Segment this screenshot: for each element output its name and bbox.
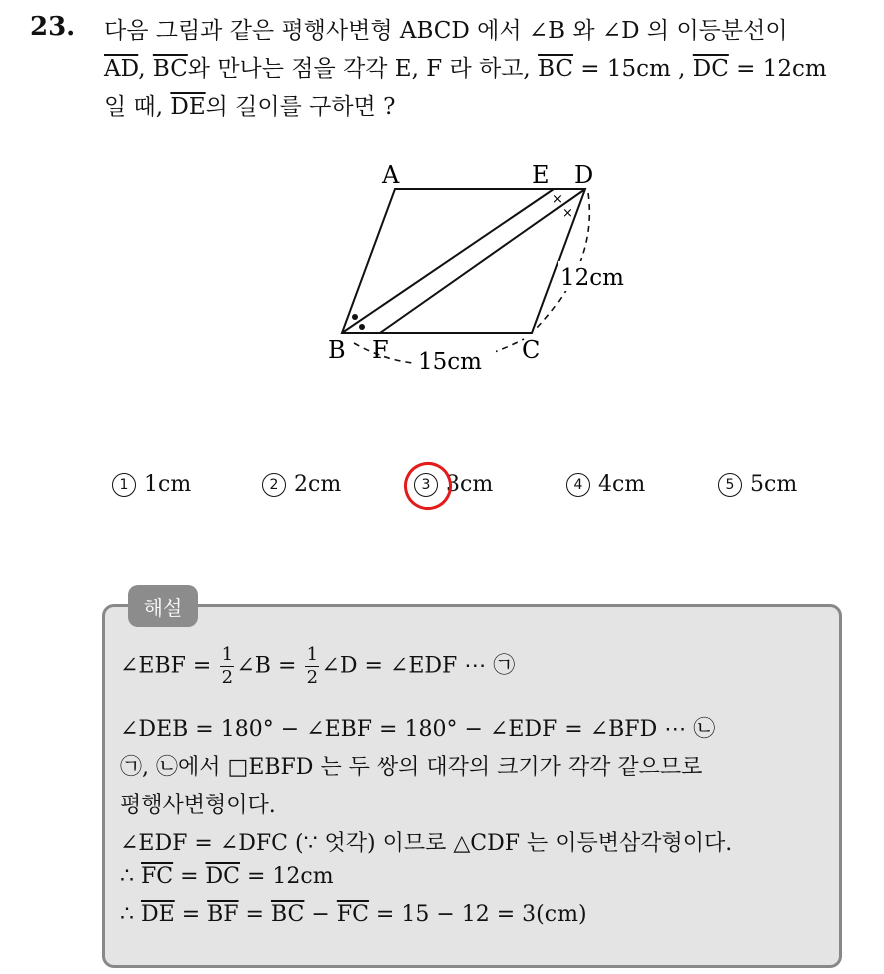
angle-dot-1 [352, 314, 358, 320]
choice-text-3: 3cm [446, 472, 494, 497]
label-side-bc: 15cm [418, 349, 482, 375]
segment-bc: $\overline{BC}$ [152, 56, 188, 82]
solution-line-2: ∠DEB = 180° − ∠EBF = 180° − ∠EDF = ∠BFD ⋯ ㉡ [120, 717, 716, 742]
label-e: E [532, 161, 550, 189]
bisector-df [380, 189, 585, 333]
solution-line-5: ∠EDF = ∠DFC (∵ 엇각) 이므로 △CDF 는 이등변삼각형이다. [120, 831, 733, 856]
question-line-3: 일 때, $\overline{DE}$의 길이를 구하면 ? [104, 94, 396, 120]
segment-ad: $\overline{AD}$ [104, 56, 139, 82]
circled-label-1: ㉠ [493, 653, 516, 679]
label-side-dc: 12cm [560, 265, 624, 291]
choice-1[interactable] [112, 472, 191, 497]
choice-number-4: 4 [566, 473, 590, 497]
choice-text-4: 4cm [598, 472, 646, 497]
question-line-1: 다음 그림과 같은 평행사변형 ABCD 에서 ∠B 와 ∠D 의 이등분선이 [104, 18, 788, 44]
selected-answer-mark [398, 456, 458, 516]
choice-2[interactable] [262, 472, 341, 497]
parallelogram-figure [320, 155, 660, 385]
fraction-half-1: $\frac{1}{2}$ [221, 644, 234, 688]
solution-line-6: ∴ $\overline{FC} = \overline{DC} = 12cm$ [120, 864, 334, 889]
choice-text-5: 5cm [750, 472, 798, 497]
angle-dot-2 [359, 324, 365, 330]
circled-label-2: ㉡ [693, 717, 716, 742]
fraction-half-2: $\frac{1}{2}$ [306, 644, 319, 688]
choice-number-5: 5 [718, 473, 742, 497]
question-text [104, 12, 874, 126]
choice-4[interactable] [566, 472, 645, 497]
label-f: F [372, 336, 389, 364]
solution-line-3: ㉠, ㉡에서 □EBFD 는 두 쌍의 대각의 크기가 각각 같으므로 [120, 755, 703, 780]
bisector-be [342, 189, 554, 333]
question-line-2: $\overline{AD}$, $\overline{BC}$와 만나는 점을 각각 E, F 라 하고, $\overline{BC} = 15cm$ , $\overline{DC} = 12cm$ [104, 56, 827, 82]
parallelogram-abcd [342, 189, 585, 333]
choice-text-1: 1cm [144, 472, 192, 497]
label-d: D [574, 161, 594, 189]
label-a: A [382, 161, 400, 189]
choice-number-2: 2 [262, 473, 286, 497]
choice-number-3: 3 [414, 473, 438, 497]
label-b: B [328, 336, 346, 364]
choice-text-2: 2cm [294, 472, 342, 497]
angle-cross-2: × [562, 206, 573, 221]
segment-dc: $\overline{DC}$ [692, 56, 729, 82]
solution-tab: 해설 [128, 585, 198, 627]
label-c: C [522, 336, 541, 364]
choice-5[interactable] [718, 472, 797, 497]
solution-line-4: 평행사변형이다. [120, 793, 276, 818]
segment-bc-2: $\overline{BC}$ [538, 56, 573, 82]
solution-line-7: ∴ $\overline{DE} = \overline{BF} = \overline{BC} - \overline{FC} = 15 - 12 = 3(cm)$ [120, 902, 587, 927]
solution-line-1: ∠EBF = $\frac{1}{2}$ ∠B = $\frac{1}{2}$ ∠D = ∠EDF ⋯ ㉠ [120, 644, 516, 688]
angle-cross-1: × [552, 192, 563, 207]
choice-number-1: 1 [112, 473, 136, 497]
question-number: 23. [30, 12, 76, 42]
segment-de: $\overline{DE}$ [170, 94, 206, 120]
